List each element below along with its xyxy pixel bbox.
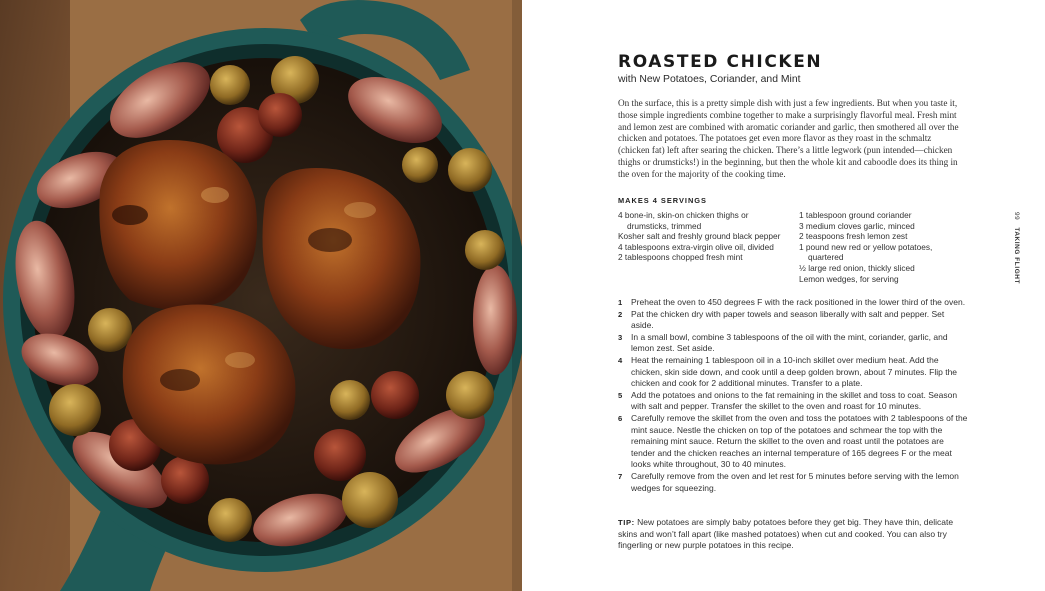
- tip-label: TIP:: [618, 518, 635, 527]
- section-name: TAKING FLIGHT: [1013, 227, 1020, 284]
- ingredient-item: Lemon wedges, for serving: [799, 273, 899, 284]
- servings-label: MAKES 4 SERVINGS: [618, 196, 707, 205]
- ingredient-item: 4 bone-in, skin-on chicken thighs or drumsticks, trimmed: [618, 210, 749, 231]
- step-number: 1: [618, 298, 623, 307]
- method-steps: [618, 297, 968, 494]
- step-text: Preheat the oven to 450 degrees F with the rack positioned in the lower third of the oven.: [631, 297, 966, 307]
- ingredients-left-column: [618, 210, 788, 263]
- page-number: 99: [1013, 212, 1020, 221]
- ingredient-item: 1 tablespoon ground coriander: [799, 210, 912, 220]
- step-number: 2: [618, 309, 623, 319]
- running-head: [1012, 212, 1022, 282]
- tip-text: New potatoes are simply baby potatoes before they get big. They have thin, delicate skins and won’t fall apart (like mashed potatoes) when cut and cooked. You can also try fingerling or new purple potatoes in this recipe.: [618, 517, 954, 551]
- ingredient-item: 1 pound new red or yellow potatoes, quartered: [799, 241, 933, 263]
- step-text: Carefully remove the skillet from the oven and toss the potatoes with 2 tablespoons of the mint sauce. Nestle the chicken on top of the potatoes and schmear the top with the remaining mint sauce. Return the skillet to the oven and roast until the potatoes are tender and the chicken reaches an internal temperature of 165 degrees F or the meat looks white throughout, 30 to 40 minutes.: [631, 412, 968, 470]
- recipe-subtitle: with New Potatoes, Coriander, and Mint: [618, 74, 801, 85]
- recipe-intro: On the surface, this is a pretty simple dish with just a few ingredients. But when you taste it, those simple ingredients combine together to make a surprisingly flavorful meal. Fresh mint and lemon zest are combined with aromatic coriander and garlic, then smothered all over the chicken and potatoes. The potatoes get even more flavor as they roast in the schmaltz (chicken fat) left after searing the chicken. There’s a little legwork (pun intended—chicken thighs or drumsticks!) in the beginning, but then the whole kit and caboodle does its thing in the oven for the majority of the cooking time.: [618, 98, 959, 179]
- ingredient-item: 2 tablespoons chopped fresh mint: [618, 252, 743, 263]
- method-step: [618, 297, 968, 309]
- recipe-tip: [618, 517, 968, 552]
- ingredient-item: 3 medium cloves garlic, minced: [799, 220, 915, 231]
- method-step: [618, 413, 968, 471]
- method-step: [618, 390, 968, 413]
- step-number: 5: [618, 390, 623, 400]
- method-step: [618, 309, 968, 332]
- step-number: 3: [618, 332, 623, 342]
- method-step: [618, 332, 968, 355]
- step-text: Heat the remaining 1 tablespoon oil in a 10-inch skillet over medium heat. Add the chicken, skin side down, and cook until a deep golden brown, about 7 minutes. Flip the chicken and cook for 2 additional minutes. Transfer to a plate.: [631, 354, 958, 389]
- method-step: [618, 355, 968, 390]
- recipe-page: [522, 0, 1045, 591]
- recipe-photo: [0, 0, 522, 591]
- recipe-title: ROASTED CHICKEN: [618, 52, 823, 72]
- ingredient-item: ½ large red onion, thickly sliced: [799, 262, 915, 273]
- method-step: [618, 471, 968, 494]
- step-number: 6: [618, 413, 623, 423]
- step-number: 4: [618, 355, 623, 365]
- ingredients-right-column: [799, 210, 969, 284]
- step-text: Add the potatoes and onions to the fat remaining in the skillet and toss to coat. Season with salt and pepper. Transfer the skillet to the oven and roast for 10 minutes.: [631, 389, 958, 412]
- step-text: In a small bowl, combine 3 tablespoons of the oil with the mint, coriander, garlic, and lemon zest. Set aside.: [631, 331, 948, 354]
- ingredient-item: Kosher salt and freshly ground black pepper: [618, 231, 781, 242]
- step-text: Carefully remove from the oven and let rest for 5 minutes before serving with the lemon wedges for squeezing.: [631, 470, 959, 493]
- step-text: Pat the chicken dry with paper towels and season liberally with salt and pepper. Set aside.: [631, 308, 945, 331]
- ingredient-item: 4 tablespoons extra-virgin olive oil, divided: [618, 241, 774, 252]
- roasted-chicken-skillet-photo-icon: [0, 0, 522, 591]
- step-number: 7: [618, 471, 623, 481]
- ingredient-item: 2 teaspoons fresh lemon zest: [799, 231, 908, 242]
